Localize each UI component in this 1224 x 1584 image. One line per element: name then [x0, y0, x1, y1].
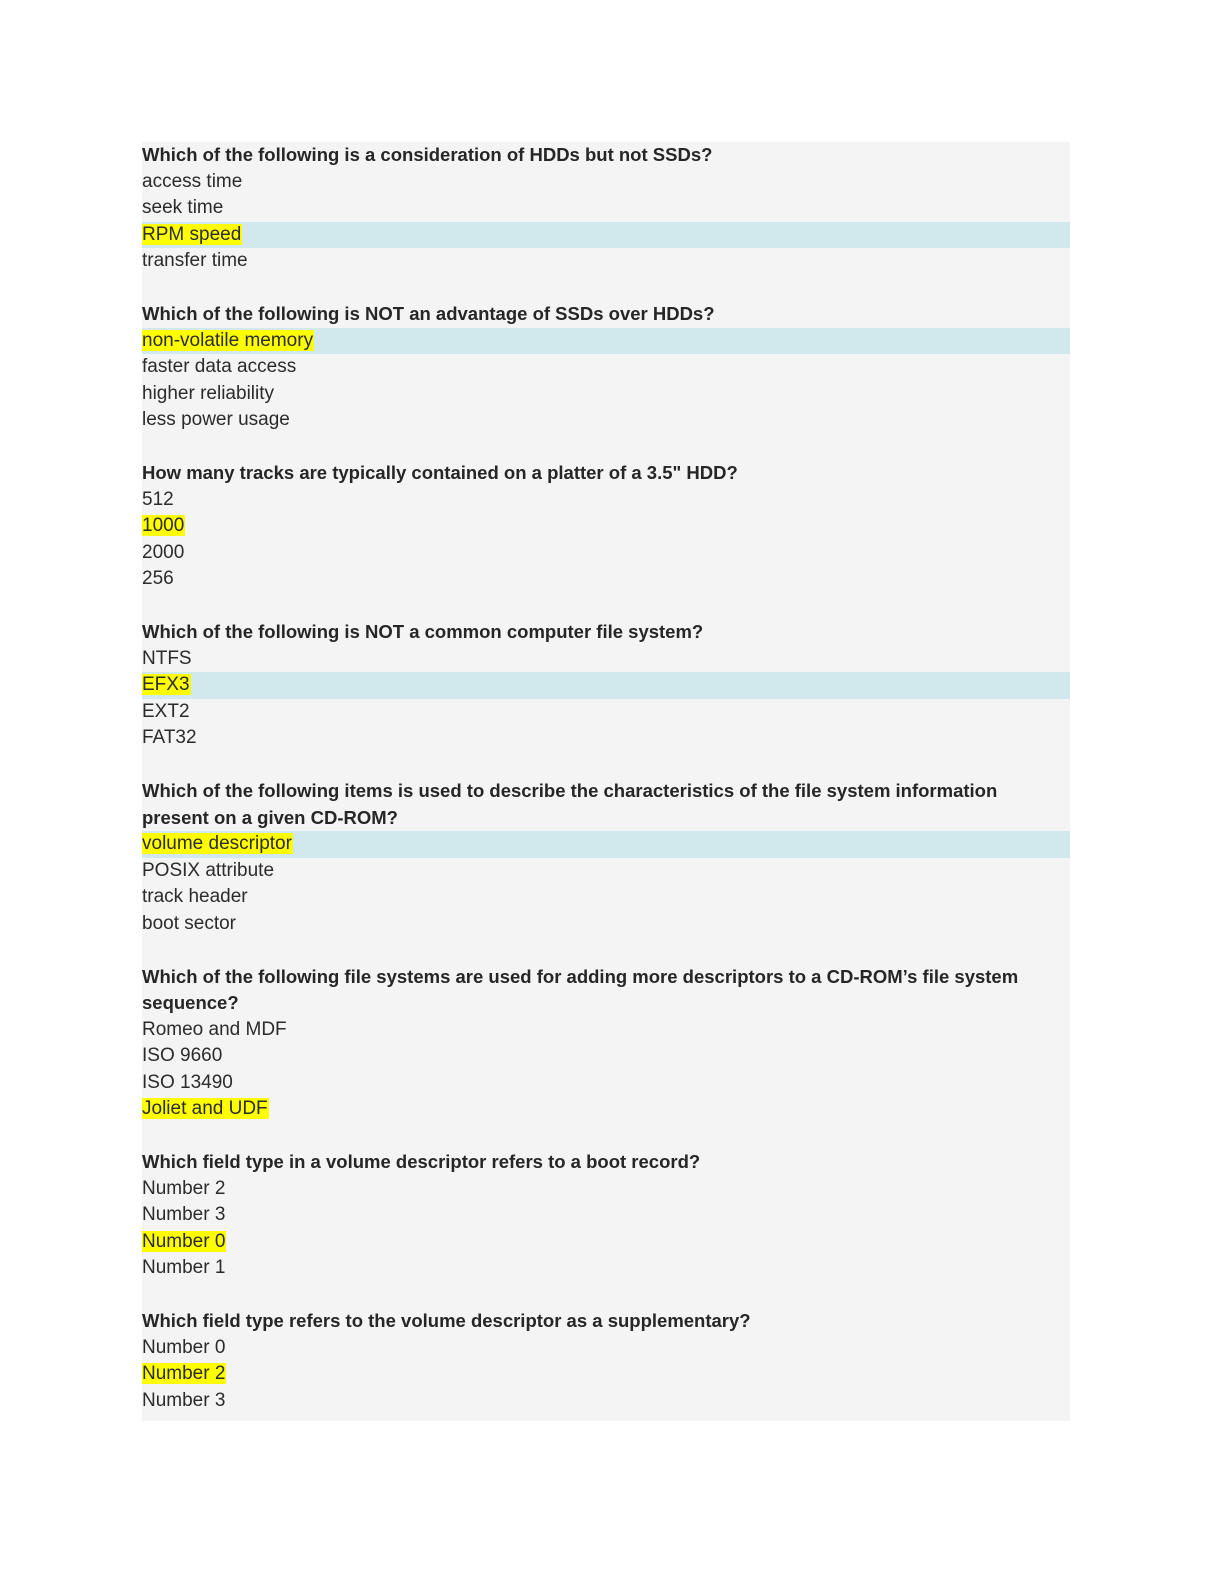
- answer-option-correct: [142, 328, 1070, 355]
- answer-option: [142, 884, 1070, 911]
- answer-option-correct: [142, 513, 1070, 540]
- question-line: Which field type in a volume descriptor refers to a boot record?: [142, 1151, 701, 1172]
- answer-option: [142, 1335, 1070, 1362]
- answer-text: 256: [142, 568, 174, 589]
- answer-option: [142, 1070, 1070, 1097]
- answer-text: track header: [142, 886, 248, 907]
- question-text: [142, 778, 1070, 831]
- question-block: [142, 964, 1070, 1123]
- answer-option-correct: [142, 222, 1070, 249]
- answer-option: [142, 911, 1070, 938]
- answer-option: [142, 195, 1070, 222]
- answer-option-correct: [142, 831, 1070, 858]
- answer-text: access time: [142, 170, 243, 192]
- answer-text: Romeo and MDF: [142, 1018, 287, 1040]
- question-block: [142, 142, 1070, 275]
- answer-text: boot sector: [142, 912, 236, 934]
- answer-option: [142, 1043, 1070, 1070]
- question-block: [142, 1308, 1070, 1414]
- answer-option: [142, 699, 1070, 726]
- answer-option: [142, 540, 1070, 567]
- question-line: Which of the following items is used to describe the characteristics of the file system information: [142, 780, 998, 801]
- answer-option: [142, 1017, 1070, 1044]
- highlighted-answer-text: Number 2: [142, 1363, 226, 1384]
- question-block: [142, 1149, 1070, 1282]
- answer-text: NTFS: [142, 647, 192, 669]
- question-line: Which of the following is NOT an advantage of SSDs over HDDs?: [142, 303, 715, 324]
- answer-option: [142, 248, 1070, 275]
- answer-text: faster data access: [142, 356, 297, 377]
- answer-option: [142, 354, 1070, 381]
- answer-option: [142, 1255, 1070, 1282]
- answer-text: POSIX attribute: [142, 859, 275, 881]
- answer-text: higher reliability: [142, 382, 275, 404]
- question-line: present on a given CD-ROM?: [142, 806, 398, 828]
- question-text: [142, 460, 1070, 487]
- answer-text: Number 1: [142, 1257, 226, 1278]
- answer-text: 512: [142, 488, 174, 510]
- highlighted-answer-text: RPM speed: [142, 223, 242, 245]
- answer-option: [142, 858, 1070, 885]
- answer-option: [142, 1202, 1070, 1229]
- question-line: sequence?: [142, 992, 239, 1013]
- highlighted-answer-text: Joliet and UDF: [142, 1098, 268, 1119]
- question-line: Which of the following is NOT a common computer file system?: [142, 621, 704, 642]
- answer-text: seek time: [142, 197, 224, 218]
- question-line: How many tracks are typically contained on a platter of a 3.5" HDD?: [142, 462, 738, 483]
- answer-text: EXT2: [142, 700, 190, 722]
- answer-text: Number 3: [142, 1204, 226, 1225]
- answer-option: [142, 646, 1070, 673]
- highlighted-answer-text: Number 0: [142, 1230, 226, 1252]
- answer-text: 2000: [142, 541, 185, 563]
- question-block: [142, 301, 1070, 434]
- question-block: [142, 619, 1070, 752]
- answer-option: [142, 169, 1070, 196]
- answer-text: FAT32: [142, 727, 197, 748]
- question-block: [142, 460, 1070, 593]
- answer-option-correct: [142, 1229, 1070, 1256]
- answer-text: ISO 13490: [142, 1071, 233, 1093]
- answer-option: [142, 1388, 1070, 1415]
- answer-option: [142, 407, 1070, 434]
- answer-option: [142, 725, 1070, 752]
- question-line: Which of the following file systems are used for adding more descriptors to a CD-ROM’s file system: [142, 965, 1019, 987]
- answer-option: [142, 1176, 1070, 1203]
- answer-option-correct: [142, 672, 1070, 699]
- answer-option-correct: [142, 1096, 1070, 1123]
- answer-text: Number 0: [142, 1336, 226, 1358]
- answer-option: [142, 566, 1070, 593]
- highlighted-answer-text: volume descriptor: [142, 833, 292, 854]
- question-block: [142, 778, 1070, 937]
- highlighted-answer-text: 1000: [142, 515, 185, 536]
- answer-option: [142, 487, 1070, 514]
- question-text: [142, 1308, 1070, 1335]
- question-text: [142, 142, 1070, 169]
- highlighted-answer-text: EFX3: [142, 674, 190, 695]
- question-line: Which field type refers to the volume descriptor as a supplementary?: [142, 1310, 751, 1331]
- question-list: [142, 142, 1070, 1441]
- answer-text: Number 2: [142, 1177, 226, 1199]
- answer-text: ISO 9660: [142, 1045, 223, 1066]
- question-line: Which of the following is a consideration of HDDs but not SSDs?: [142, 144, 713, 165]
- question-text: [142, 619, 1070, 646]
- answer-text: less power usage: [142, 409, 290, 430]
- answer-option: [142, 381, 1070, 408]
- highlighted-answer-text: non-volatile memory: [142, 329, 314, 351]
- answer-text: Number 3: [142, 1389, 226, 1411]
- question-text: [142, 964, 1070, 1017]
- answer-text: transfer time: [142, 250, 248, 271]
- question-text: [142, 301, 1070, 328]
- question-text: [142, 1149, 1070, 1176]
- answer-option-correct: [142, 1361, 1070, 1388]
